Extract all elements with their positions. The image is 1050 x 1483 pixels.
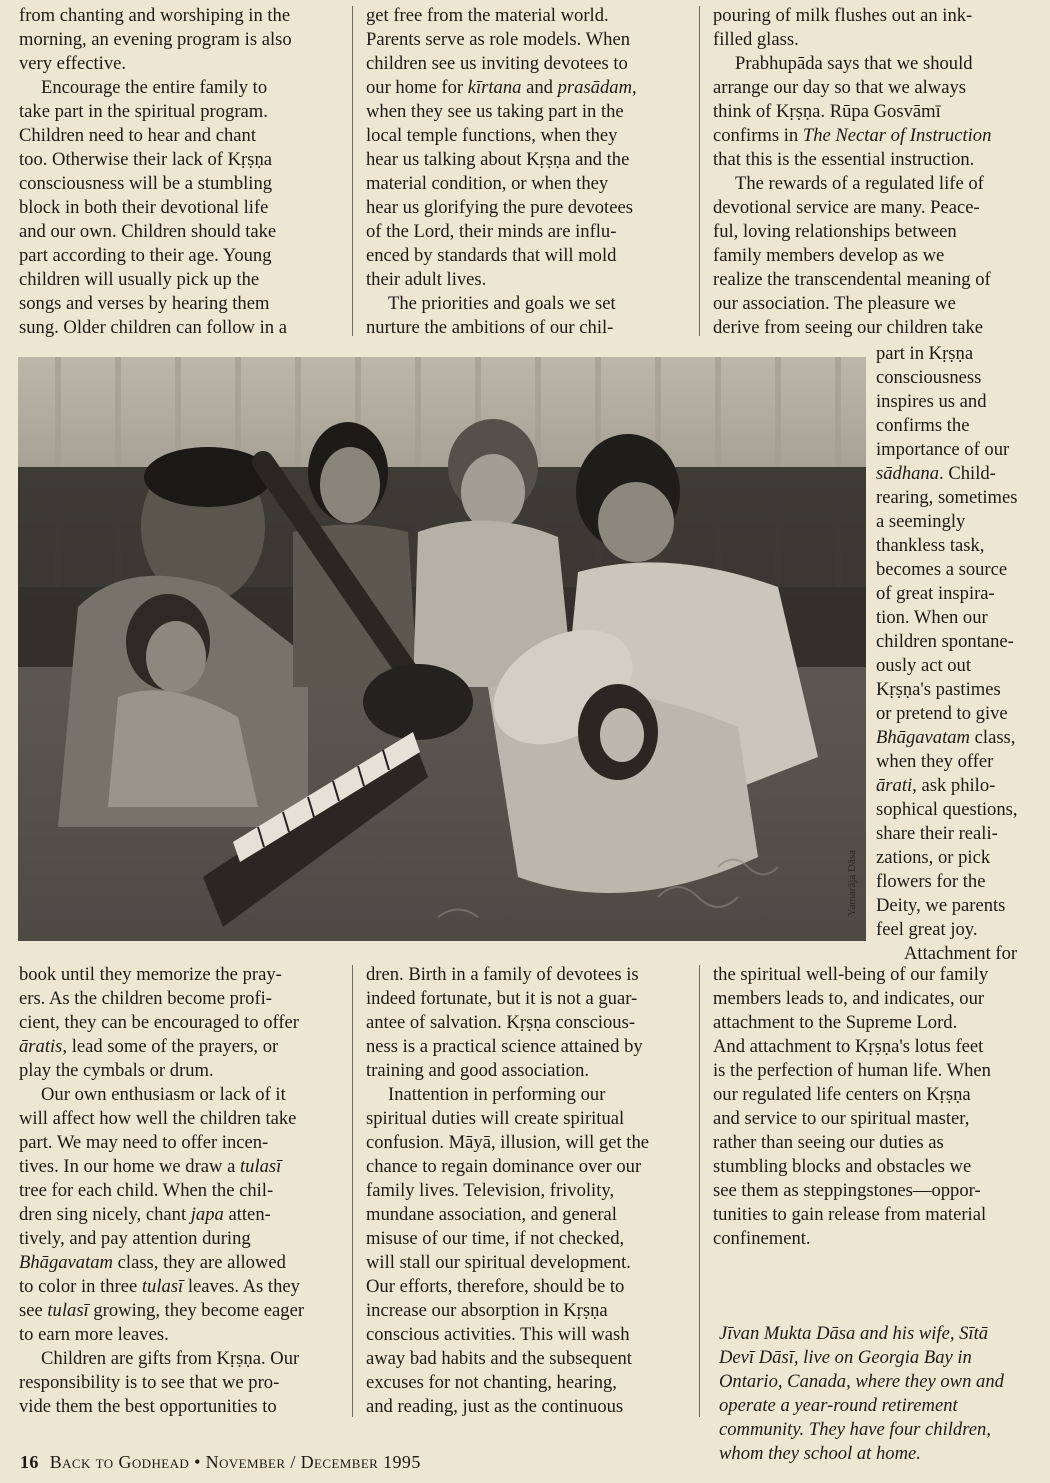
text-line: part. We may need to offer incen- (19, 1132, 269, 1153)
column-3-top (713, 4, 1038, 340)
text-line: of the Lord, their minds are influ- (366, 221, 617, 242)
text-line: thankless task, (876, 535, 985, 556)
text-line: away bad habits and the subsequent (366, 1348, 632, 1369)
text-line: get free from the material world. (366, 5, 609, 26)
text-line: cient, they can be encouraged to offer (19, 1012, 299, 1033)
text-line: consciousness (876, 367, 982, 388)
text-line: share their reali- (876, 823, 998, 844)
text-line: of great inspira- (876, 583, 995, 604)
column-1-top (19, 4, 341, 340)
text-line: operate a year-round retirement (719, 1395, 958, 1416)
text-line: devotional service are many. Peace- (713, 197, 980, 218)
text-line: excuses for not chanting, hearing, (366, 1372, 617, 1393)
photo-illustration (18, 357, 866, 941)
text-line: songs and verses by hearing them (19, 293, 270, 314)
column-1-bottom (19, 963, 341, 1419)
text-line: very effective. (19, 53, 127, 74)
author-bio (719, 1322, 1044, 1466)
text-line: Bhāgavatam class, they are allowed (19, 1252, 286, 1273)
text-line: Encourage the entire family to (41, 77, 268, 98)
text-line: chance to regain dominance over our (366, 1156, 642, 1177)
text-line: hear us glorifying the pure devotees (366, 197, 633, 218)
page-footer (20, 1452, 421, 1473)
column-rule-1 (352, 6, 353, 336)
text-line: Our own enthusiasm or lack of it (41, 1084, 286, 1105)
text-line: from chanting and worshiping in the (19, 5, 291, 26)
text-line: that this is the essential instruction. (713, 149, 975, 170)
text-line: morning, an evening program is also (19, 29, 292, 50)
text-line: sung. Older children can follow in a (19, 317, 287, 338)
text-line: training and good association. (366, 1060, 590, 1081)
text-line: see tulasī growing, they become eager (19, 1300, 305, 1321)
photo-credit: Yamarāja Dāsa (846, 850, 858, 917)
text-line: inspires us and (876, 391, 987, 412)
column-rule-2 (699, 6, 700, 336)
text-line: community. They have four children, (719, 1419, 991, 1440)
text-line: rather than seeing our duties as (713, 1132, 944, 1153)
text-line: dren sing nicely, chant japa atten- (19, 1204, 271, 1225)
text-line: tives. In our home we draw a tulasī (19, 1156, 282, 1177)
text-line: tion. When our (876, 607, 988, 628)
column-rule-4 (699, 965, 700, 1417)
footer-separator: • (194, 1452, 201, 1472)
text-line: our association. The pleasure we (713, 293, 956, 314)
column-3-bottom (713, 963, 1038, 1251)
text-line: ful, loving relationships between (713, 221, 957, 242)
text-line: members leads to, and indicates, our (713, 988, 985, 1009)
text-line: filled glass. (713, 29, 799, 50)
text-line: tively, and pay attention during (19, 1228, 251, 1249)
text-line: indeed fortunate, but it is not a guar- (366, 988, 638, 1009)
text-line: play the cymbals or drum. (19, 1060, 214, 1081)
text-line: Ontario, Canada, where they own and (719, 1371, 1004, 1392)
text-line: nurture the ambitions of our chil- (366, 317, 614, 338)
text-line: the spiritual well-being of our family (713, 964, 989, 985)
text-line: confinement. (713, 1228, 811, 1249)
text-line: becomes a source (876, 559, 1008, 580)
text-line: children spontane- (876, 631, 1014, 652)
text-line: think of Kṛṣṇa. Rūpa Gosvāmī (713, 101, 941, 122)
text-line: children will usually pick up the (19, 269, 260, 290)
text-line: pouring of milk flushes out an ink- (713, 5, 973, 26)
text-line: misuse of our time, if not checked, (366, 1228, 625, 1249)
text-line: is the perfection of human life. When (713, 1060, 991, 1081)
text-line: increase our absorption in Kṛṣṇa (366, 1300, 608, 1321)
text-line: Parents serve as role models. When (366, 29, 631, 50)
text-line: realize the transcendental meaning of (713, 269, 991, 290)
text-line: conscious activities. This will wash (366, 1324, 630, 1345)
text-line: to color in three tulasī leaves. As they (19, 1276, 300, 1297)
text-line: sophical questions, (876, 799, 1018, 820)
text-line: Bhāgavatam class, (876, 727, 1016, 748)
text-line: children see us inviting devotees to (366, 53, 628, 74)
text-line: enced by standards that will mold (366, 245, 617, 266)
text-line: our regulated life centers on Kṛṣṇa (713, 1084, 971, 1105)
text-line: confusion. Māyā, illusion, will get the (366, 1132, 650, 1153)
text-line: consciousness will be a stumbling (19, 173, 273, 194)
text-line: Kṛṣṇa's pastimes (876, 679, 1001, 700)
text-line: confirms the (876, 415, 970, 436)
text-line: attachment to the Supreme Lord. (713, 1012, 958, 1033)
text-line: tree for each child. When the chil- (19, 1180, 274, 1201)
text-line: or pretend to give (876, 703, 1008, 724)
text-line: dren. Birth in a family of devotees is (366, 964, 639, 985)
text-line: confirms in The Nectar of Instruction (713, 125, 992, 146)
text-line: their adult lives. (366, 269, 487, 290)
magazine-name: Back to Godhead (49, 1452, 190, 1472)
text-line: tunities to gain release from material (713, 1204, 987, 1225)
column-3-narrow (876, 342, 1046, 966)
text-line: And attachment to Kṛṣṇa's lotus feet (713, 1036, 984, 1057)
text-line: arrange our day so that we always (713, 77, 966, 98)
text-line: family members develop as we (713, 245, 945, 266)
issue-date: November / December 1995 (205, 1452, 421, 1472)
text-line: Devī Dāsī, live on Georgia Bay in (719, 1347, 972, 1368)
text-line: zations, or pick (876, 847, 991, 868)
page-number: 16 (20, 1452, 39, 1472)
text-line: āratis, lead some of the prayers, or (19, 1036, 279, 1057)
text-line: ers. As the children become profi- (19, 988, 272, 1009)
text-line: derive from seeing our children take (713, 317, 984, 338)
text-line: Jīvan Mukta Dāsa and his wife, Sītā (719, 1323, 989, 1344)
text-line: Attachment for (904, 943, 1018, 964)
text-line: feel great joy. (876, 919, 978, 940)
text-line: material condition, or when they (366, 173, 609, 194)
text-line: The priorities and goals we set (388, 293, 616, 314)
text-line: ārati, ask philo- (876, 775, 996, 796)
text-line: part in Kṛṣṇa (876, 343, 974, 364)
text-line: see them as steppingstones—oppor- (713, 1180, 981, 1201)
text-line: part according to their age. Young (19, 245, 272, 266)
text-line: family lives. Television, frivolity, (366, 1180, 615, 1201)
text-line: Inattention in performing our (388, 1084, 606, 1105)
text-line: local temple functions, when they (366, 125, 618, 146)
text-line: book until they memorize the pray- (19, 964, 282, 985)
text-line: Deity, we parents (876, 895, 1006, 916)
text-line: when they see us taking part in the (366, 101, 624, 122)
text-line: will affect how well the children take (19, 1108, 297, 1129)
text-line: ness is a practical science attained by (366, 1036, 643, 1057)
text-line: and reading, just as the continuous (366, 1396, 624, 1417)
text-line: Children need to hear and chant (19, 125, 256, 146)
text-line: too. Otherwise their lack of Kṛṣṇa (19, 149, 273, 170)
column-rule-3 (352, 965, 353, 1417)
text-line: when they offer (876, 751, 994, 772)
text-line: Our efforts, therefore, should be to (366, 1276, 625, 1297)
text-line: rearing, sometimes (876, 487, 1018, 508)
text-line: Children are gifts from Kṛṣṇa. Our (41, 1348, 300, 1369)
text-line: spiritual duties will create spiritual (366, 1108, 625, 1129)
text-line: stumbling blocks and obstacles we (713, 1156, 972, 1177)
text-line: ously act out (876, 655, 972, 676)
text-line: mundane association, and general (366, 1204, 617, 1225)
text-line: a seemingly (876, 511, 966, 532)
column-2-top (366, 4, 688, 340)
text-line: whom they school at home. (719, 1443, 921, 1464)
column-2-bottom (366, 963, 688, 1419)
family-kirtan-photo (18, 357, 866, 941)
text-line: antee of salvation. Kṛṣṇa conscious- (366, 1012, 636, 1033)
text-line: will stall our spiritual development. (366, 1252, 631, 1273)
text-line: Prabhupāda says that we should (735, 53, 973, 74)
text-line: block in both their devotional life (19, 197, 269, 218)
text-line: take part in the spiritual program. (19, 101, 268, 122)
text-line: responsibility is to see that we pro- (19, 1372, 280, 1393)
text-line: our home for kīrtana and prasādam, (366, 77, 637, 98)
text-line: and our own. Children should take (19, 221, 277, 242)
text-line: vide them the best opportunities to (19, 1396, 277, 1417)
text-line: The rewards of a regulated life of (735, 173, 984, 194)
text-line: hear us talking about Kṛṣṇa and the (366, 149, 630, 170)
text-line: flowers for the (876, 871, 986, 892)
text-line: to earn more leaves. (19, 1324, 169, 1345)
text-line: importance of our (876, 439, 1010, 460)
text-line: and service to our spiritual master, (713, 1108, 970, 1129)
text-line: sādhana. Child- (876, 463, 996, 484)
